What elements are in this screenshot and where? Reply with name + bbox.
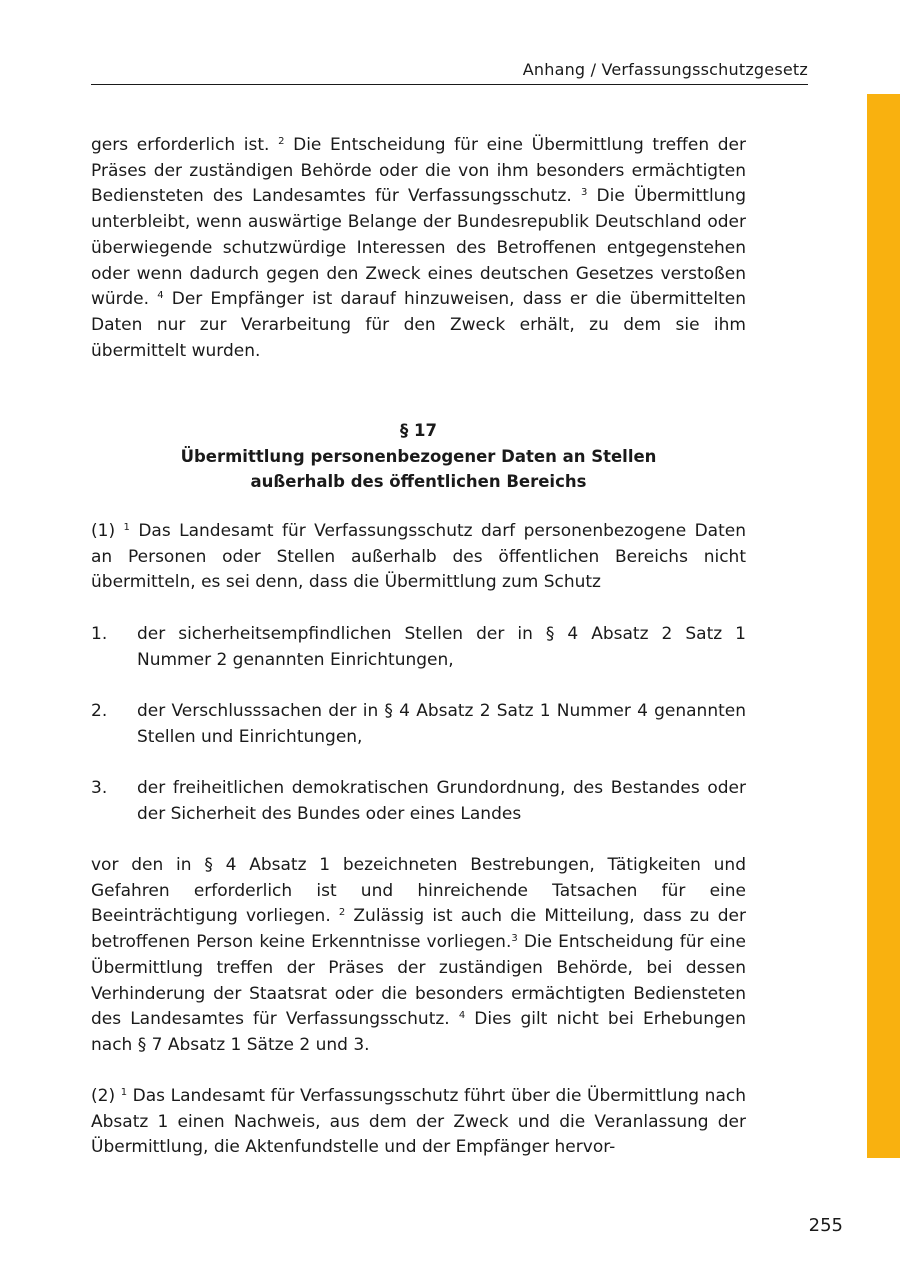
sentence-text: Dies gilt nicht bei Erhebungen nach § 7 Absatz 1 Sätze 2 und 3. [91,1009,747,1055]
list-item [91,776,746,827]
list-item-number: 3. [91,778,108,798]
sentence-number: 2 [278,136,285,147]
sentence-text: Das Landesamt für Verfassungsschutz führt über die Übermittlung nach Absatz 1 einen Nachweis, aus dem der Zweck und die Veranlassung der Übermittlung, die Aktenfundstelle und der Empfänger hervor- [91,1086,746,1158]
paragraph-continuation [91,133,746,364]
sentence-text: Die Entscheidung für eine Übermittlung treffen der Präses der zuständigen Behörde, bei dessen Verhinderung der Staatsrat oder die besonders ermächtigten Bediensteten des Landesamtes für Verfassungsschutz. [91,932,747,1030]
sentence-number: 2 [338,907,346,919]
sentence-text: vor den in § 4 Absatz 1 bezeichneten Bestrebungen, Tätigkeiten und Gefahren erforderlich ist und hinreichende Tatsachen für eine Beeinträchtigung vorliegen. [91,855,746,927]
section-title-line-1: Übermittlung personenbezogener Daten an Stellen [180,446,657,466]
paragraph-number: (2) [91,1086,121,1106]
sentence-text: Zulässig ist auch die Mitteilung, dass zu der betroffenen Person keine Erkenntnisse vorliegen. [91,906,746,953]
section-number: § 17 [400,421,437,440]
list-item-text: der Verschlusssachen der in § 4 Absatz 2 Satz 1 Nummer 4 genannten Stellen und Einrichtungen, [137,701,746,747]
running-header: Anhang / Verfassungsschutzgesetz [522,60,808,79]
page-number: 255 [808,1215,843,1236]
list-item [91,622,746,673]
section-heading [91,418,746,495]
header-rule [91,84,808,85]
list-item [91,699,746,750]
sentence-number: 1 [120,1087,128,1098]
sentence-text: Die Entscheidung für eine Übermittlung treffen der Präses der zuständigen Behörde oder die von ihm besonders ermächtigten Bediensteten des Landesamtes für Verfassungsschutz. [91,135,746,207]
sentence-number: 3 [580,187,588,199]
section-title-line-2: außerhalb des öffentlichen Bereichs [250,472,587,491]
sentence-number: 4 [458,1010,466,1022]
sentence-text: Der Empfänger ist darauf hinzuweisen, dass er die übermittelten Daten nur zur Verarbeitung für den Zweck erhält, zu dem sie ihm übermittelt wurden. [91,289,746,361]
sentence-text: gers erforderlich ist. [91,135,279,155]
yellow-side-bar [867,94,900,1158]
paragraph-1-continuation [91,853,746,1059]
sentence-text: Die Übermittlung unterbleibt, wenn auswärtige Belange der Bundesrepublik Deutschland oder überwiegende schutzwürdige Interessen des Betroffenen entgegenstehen oder wenn dadurch gegen den Zweck eines deutschen Gesetzes verstoßen würde. [91,186,747,310]
sentence-number: 1 [123,522,130,533]
sentence-text: Das Landesamt für Verfassungsschutz darf personenbezogene Daten an Personen oder Stellen außerhalb des öffentlichen Bereichs nicht übermitteln, es sei denn, dass die Übermittlung zum Schutz [91,521,746,593]
sentence-number: 4 [157,290,164,302]
list-item-number: 2. [91,701,108,721]
list-item-number: 1. [91,624,108,644]
list-item-text: der freiheitlichen demokratischen Grundordnung, des Bestandes oder der Sicherheit des Bundes oder eines Landes [137,778,746,824]
list-item-text: der sicherheitsempfindlichen Stellen der in § 4 Absatz 2 Satz 1 Nummer 2 genannten Einrichtungen, [137,624,746,670]
sentence-number: 3 [511,933,518,945]
paragraph-1-intro [91,519,746,596]
paragraph-2 [91,1084,746,1161]
paragraph-number: (1) [91,521,124,541]
